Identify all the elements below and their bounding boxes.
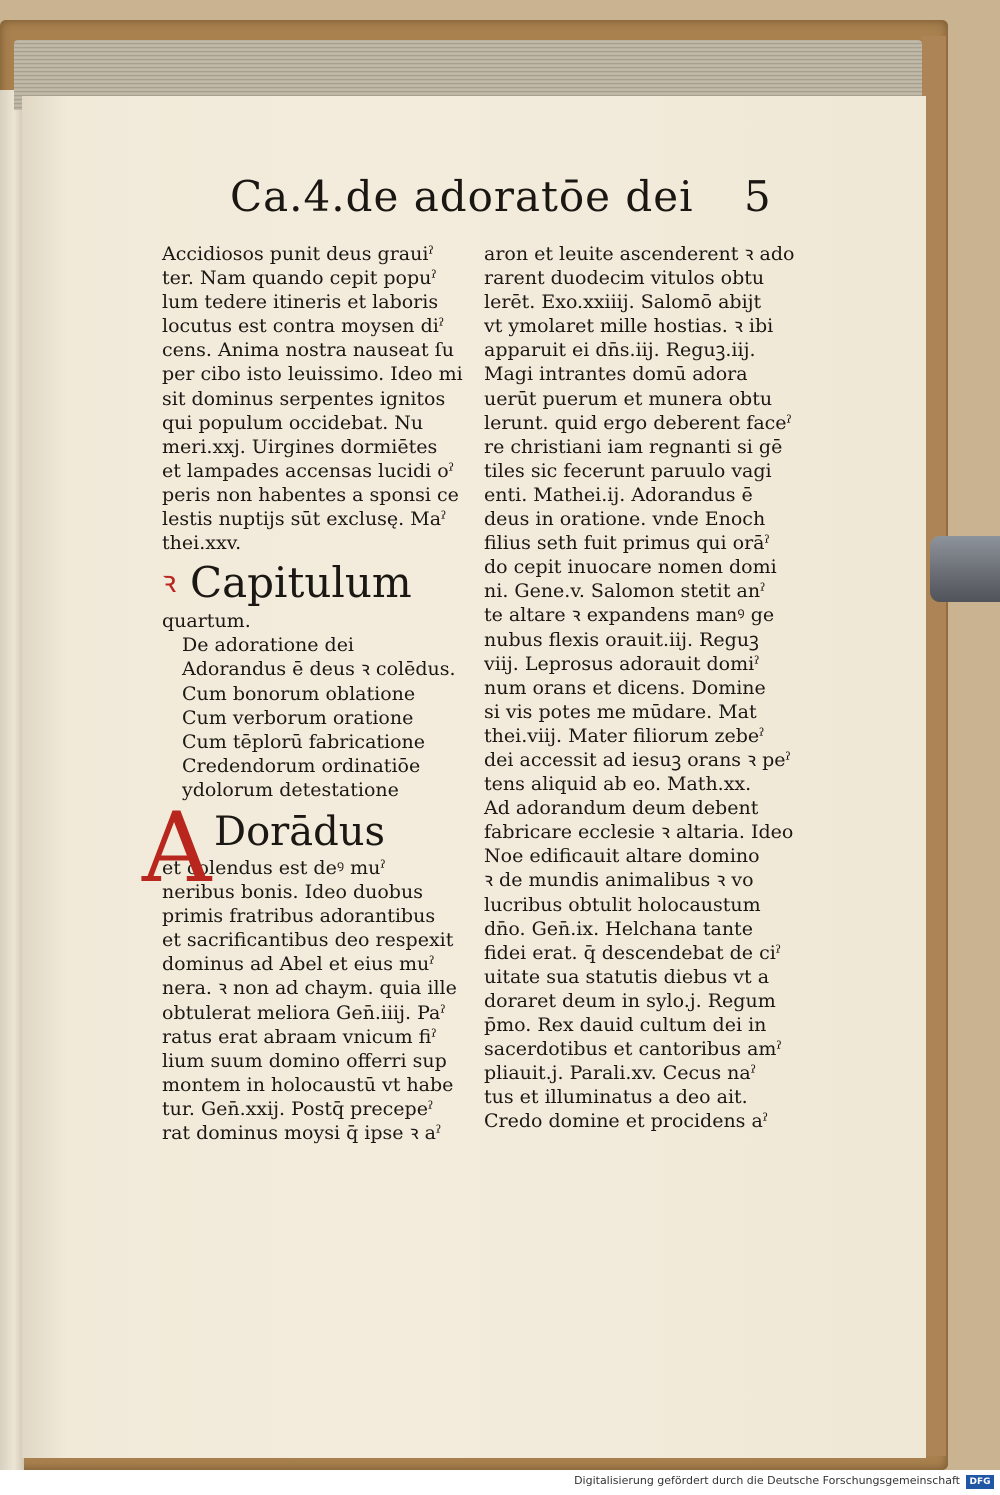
text-line: fidei erat. q̄ descendebat de ciˀ [484,941,782,964]
text-line: uitate sua statutis diebus vt a [484,965,770,988]
text-line: et lampades accensas lucidi oˀ [162,459,455,482]
text-line: tur. Gen̄.xxij. Postq̄ precepeˀ [162,1097,434,1120]
toc-item: Cum tēplorū fabricatione [182,730,426,753]
text-line: doraret deum in sylo.j. Regum [484,989,776,1012]
text-line: neribus bonis. Ideo duobus [162,881,423,904]
toc-item: Cum verborum oratione [182,706,414,729]
text-line: lium suum domino offerri sup [162,1049,447,1072]
chapter-contents-list [162,657,462,802]
text-line: filius seth fuit primus qui orāˀ [484,532,770,555]
text-line: aron et leuite ascenderent ꝛ ado [484,243,795,265]
text-line: lestis nuptijs sūt exclusę. Maˀ [162,508,447,531]
text-line: deus in oratione. vnde Enoch [484,508,766,531]
text-line: fabricare ecclesie ꝛ altaria. Ideo [484,821,794,844]
running-header: Ca.4.de adoratōe dei [230,172,694,221]
book-page [22,96,926,1458]
chapter-rubric-mark: ꝛ [162,565,177,601]
text-line: primis fratribus adorantibus [162,905,436,928]
text-line: thei.xxv. [162,532,242,555]
left-column [142,242,463,1145]
text-line: apparuit ei dn̄s.iij. Reguꝫ.iij. [484,339,756,362]
toc-item: Adorandus ē deus ꝛ colēdus. [182,658,456,681]
opening-word-text: Dorādus [214,808,386,855]
toc-title: De adoratione dei [182,634,355,657]
text-line: uerūt puerum et munera obtu [484,387,773,410]
facing-page-edge [0,90,24,1470]
text-line: tus et illuminatus a deo ait. [484,1086,748,1109]
text-line: meri.xxj. Uirgines dormiētes [162,435,438,458]
text-line: dei accessit ad iesuꝫ orans ꝛ peˀ [484,748,791,771]
text-line: p̄mo. Rex dauid cultum dei in [484,1014,767,1036]
dfg-logo: DFG [966,1475,994,1489]
right-column-text [484,242,795,1133]
text-line: si vis potes me mūdare. Mat [484,700,757,723]
funding-note: Digitalisierung gefördert durch die Deutsche Forschungsgemeinschaft [574,1474,960,1487]
text-line: locutus est contra moysen diˀ [162,315,445,338]
page-number: 5 [744,172,771,221]
text-line: Credo domine et procidens aˀ [484,1110,769,1133]
text-line: sacerdotibus et cantoribus amˀ [484,1038,782,1061]
book-clasp [930,536,1000,602]
text-line: lerēt. Exo.xxiiij. Salomō abijt [484,291,762,314]
text-line: rat dominus moysi q̄ ipse ꝛ aˀ [162,1122,442,1144]
text-line: ratus erat abraam vnicum fiˀ [162,1025,437,1048]
text-line: montem in holocaustū vt habe [162,1073,454,1096]
footer-bar [0,1470,1000,1495]
text-line: te altare ꝛ expandens manꝰ ge [484,604,775,627]
text-line: ni. Gene.v. Salomon stetit anˀ [484,580,766,603]
text-line: Magi intrantes domū adora [484,363,748,386]
text-line: enti. Mathei.ij. Adorandus ē [484,483,753,506]
text-line: ꝛ de mundis animalibus ꝛ vo [484,869,754,892]
text-line: nera. ꝛ non ad chaym. quia ille [162,977,457,1000]
text-line: tens aliquid ab eo. Math.xx. [484,773,752,796]
text-line: et sacrificantibus deo respexit [162,929,454,952]
text-line: lerunt. quid ergo deberent faceˀ [484,411,792,434]
text-line: rarent duodecim vitulos obtu [484,267,765,290]
text-line: thei.viij. Mater filiorum zebeˀ [484,724,765,747]
text-line: viij. Leprosus adorauit domiˀ [484,652,760,675]
text-line: qui populum occidebat. Nu [162,411,424,434]
text-line: nubus flexis orauit.iij. Reguꝫ [484,628,759,651]
text-line: lucribus obtulit holocaustum [484,893,761,916]
text-line: sit dominus serpentes ignitos [162,387,446,410]
chapter-subtitle: quartum. [162,610,251,633]
text-line: per cibo isto leuissimo. Ideo mi [162,363,463,386]
left-column-top-text [162,242,462,555]
text-line: num orans et dicens. Domine [484,676,766,699]
text-line: do cepit inuocare nomen domi [484,556,777,579]
toc-item: Credendorum ordinatiōe [182,754,421,777]
text-line: cens. Anima nostra nauseat ſu [162,339,454,362]
text-line: peris non habentes a sponsi ce [162,483,459,506]
text-line: tiles sic fecerunt paruulo vagi [484,459,772,482]
toc-item: Cum bonorum oblatione [182,682,416,705]
text-line: ter. Nam quando cepit popuˀ [162,267,437,290]
toc-item: ydolorum detestatione [182,778,399,801]
text-line: Accidiosos punit deus grauiˀ [162,243,434,265]
chapter-heading [162,558,462,608]
text-line: dominus ad Abel et eius muˀ [162,953,435,976]
text-line: dn̄o. Gen̄.ix. Helchana tante [484,917,753,940]
red-initial-letter: A [142,791,212,904]
text-line: vt ymolaret mille hostias. ꝛ ibi [484,315,774,338]
text-line: re christiani iam regnanti si gē [484,435,783,458]
text-line: Ad adorandum deum debent [484,797,759,820]
text-line: lum tedere itineris et laboris [162,291,439,314]
text-line: et colendus est deꝰ muˀ [162,856,386,879]
right-column [484,242,795,1133]
text-line: obtulerat meliora Gen̄.iiij. Paˀ [162,1001,446,1024]
text-line: pliauit.j. Parali.xv. Cecus naˀ [484,1062,757,1085]
text-line: Noe edificauit altare domino [484,845,760,868]
chapter-title: Capitulum [190,558,412,608]
